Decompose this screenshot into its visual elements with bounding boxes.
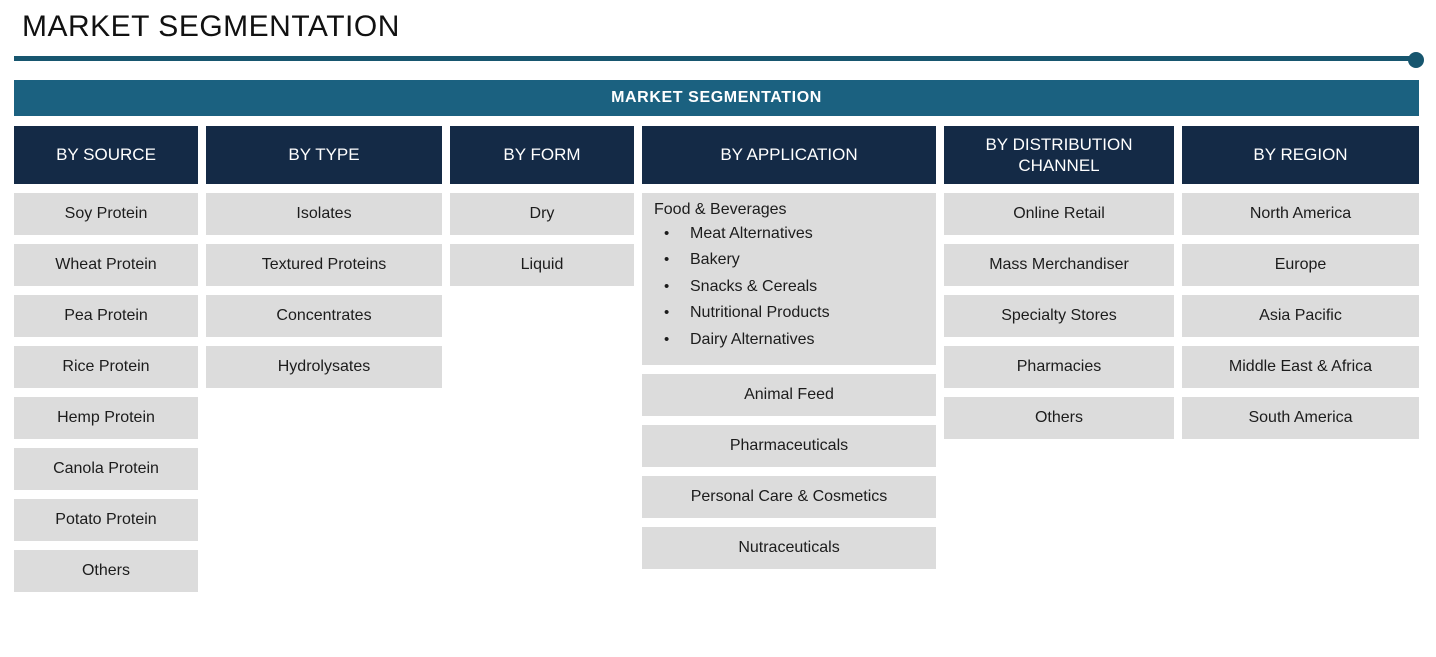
list-item: Isolates [206,193,442,235]
group-title: Food & Beverages [654,201,787,218]
column-by-region [1182,126,1419,439]
list-item: Specialty Stores [944,295,1174,337]
list-item: Europe [1182,244,1419,286]
list-item: Textured Proteins [206,244,442,286]
list-item: Mass Merchandiser [944,244,1174,286]
list-item: Soy Protein [14,193,198,235]
list-item: Dry [450,193,634,235]
segmentation-banner: MARKET SEGMENTATION [14,80,1419,116]
bullet-item: • Snacks & Cereals [652,276,926,298]
column-header: BY DISTRIBUTION CHANNEL [944,126,1174,184]
list-item: Canola Protein [14,448,198,490]
list-item: Liquid [450,244,634,286]
column-by-application [642,126,936,569]
list-item: Middle East & Africa [1182,346,1419,388]
list-item: Pea Protein [14,295,198,337]
column-header: BY SOURCE [14,126,198,184]
column-header: BY APPLICATION [642,126,936,184]
title-divider [14,52,1424,66]
column-header: BY FORM [450,126,634,184]
page-title: MARKET SEGMENTATION [22,10,400,43]
bullet-item: • Meat Alternatives [652,223,926,245]
column-by-distribution-channel [944,126,1174,439]
list-item: Pharmaceuticals [642,425,936,467]
list-item: Personal Care & Cosmetics [642,476,936,518]
list-item: Asia Pacific [1182,295,1419,337]
column-header: BY REGION [1182,126,1419,184]
list-item: Pharmacies [944,346,1174,388]
column-by-type [206,126,442,388]
list-item: Others [944,397,1174,439]
bullet-item: • Bakery [652,249,926,271]
application-group [642,193,936,365]
list-item: North America [1182,193,1419,235]
column-by-form [450,126,634,286]
list-item: South America [1182,397,1419,439]
list-item: Concentrates [206,295,442,337]
divider-dot [1408,52,1424,68]
bullet-item: • Nutritional Products [652,302,926,324]
list-item: Hemp Protein [14,397,198,439]
list-item: Rice Protein [14,346,198,388]
column-by-source [14,126,198,592]
list-item: Wheat Protein [14,244,198,286]
list-item: Nutraceuticals [642,527,936,569]
bullet-item: • Dairy Alternatives [652,329,926,351]
list-item: Online Retail [944,193,1174,235]
group-bullet-list [652,223,926,351]
list-item: Hydrolysates [206,346,442,388]
list-item: Potato Protein [14,499,198,541]
list-item: Animal Feed [642,374,936,416]
segmentation-columns [14,126,1419,646]
list-item: Others [14,550,198,592]
divider-line [14,56,1416,61]
column-header: BY TYPE [206,126,442,184]
